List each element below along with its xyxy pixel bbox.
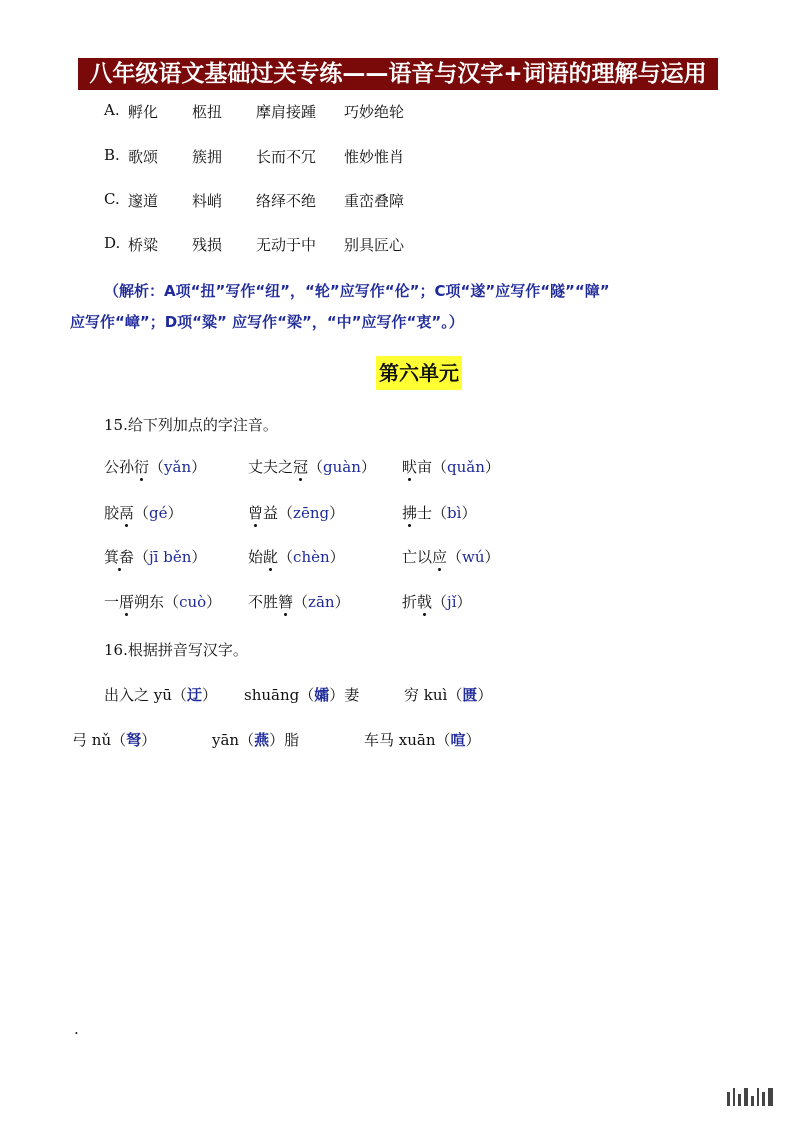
- word-suffix: 士: [417, 504, 433, 522]
- dotted-character: 簪: [278, 593, 294, 611]
- close-paren: ）: [329, 504, 345, 522]
- word-suffix: 脂: [284, 731, 300, 749]
- option-c: [104, 190, 444, 210]
- pinyin-item: [248, 546, 345, 567]
- close-paren: ）: [329, 686, 345, 704]
- pinyin-answer: gé: [149, 504, 168, 522]
- option-word: 桥粱: [128, 236, 159, 254]
- option-word: 柩扭: [192, 103, 223, 121]
- open-paren: （: [447, 686, 463, 704]
- question-15-prompt: 15.给下列加点的字注音。: [104, 416, 278, 434]
- open-paren: （: [134, 504, 150, 522]
- option-word: 簇拥: [192, 148, 223, 166]
- option-word: 摩肩接踵: [256, 103, 317, 121]
- pinyin-item: [104, 591, 221, 612]
- word-prefix: 一: [104, 593, 120, 611]
- word-suffix: 朔东: [134, 593, 165, 611]
- hanzi-item: [364, 729, 481, 750]
- close-paren: ）: [484, 548, 500, 566]
- dotted-character: 曾: [248, 504, 264, 522]
- word-prefix: 胶: [104, 504, 120, 522]
- open-paren: （: [308, 458, 324, 476]
- hanzi-answer: 弩: [126, 731, 142, 749]
- pinyin-answer: zēng: [293, 504, 330, 522]
- word-suffix: 亩: [417, 458, 433, 476]
- hanzi-item: [212, 729, 299, 750]
- close-paren: ）: [334, 593, 350, 611]
- hanzi-item: [104, 684, 217, 705]
- option-word: 料峭: [192, 192, 223, 210]
- option-word: 重峦叠障: [344, 192, 405, 210]
- option-a: [104, 101, 444, 121]
- dotted-character: 箕畚: [104, 548, 135, 566]
- pinyin-answer: jǐ: [447, 593, 457, 611]
- close-paren: ）: [191, 458, 207, 476]
- close-paren: ）: [461, 504, 477, 522]
- pinyin-item: [104, 456, 206, 477]
- option-word: 孵化: [128, 103, 159, 121]
- pinyin-prompt: kuì: [423, 686, 448, 704]
- open-paren: （: [432, 593, 448, 611]
- open-paren: （: [239, 731, 255, 749]
- unit-heading: 第六单元: [376, 356, 462, 390]
- pinyin-answer: guàn: [323, 458, 361, 476]
- open-paren: （: [149, 458, 165, 476]
- pinyin-answer: jī běn: [149, 548, 192, 566]
- trailing-mark: .: [74, 1020, 79, 1038]
- pinyin-answer: chèn: [293, 548, 330, 566]
- watermark-barcode: [727, 1088, 773, 1106]
- analysis-line-1: （解析：A项“扭”写作“纽”，“轮”应写作“伦”；C项“遂”应写作“隧”“障”: [104, 282, 610, 300]
- open-paren: （: [134, 548, 150, 566]
- pinyin-answer: quǎn: [447, 458, 485, 476]
- close-paren: ）: [360, 458, 376, 476]
- pinyin-item: [402, 591, 472, 612]
- open-paren: （: [293, 593, 309, 611]
- close-paren: ）: [484, 458, 500, 476]
- pinyin-prompt: yū: [153, 686, 172, 704]
- word-prefix: 折: [402, 593, 418, 611]
- hanzi-item: [72, 729, 156, 750]
- close-paren: ）: [191, 548, 207, 566]
- option-label: D.: [104, 234, 121, 252]
- page-title: 八年级语文基础过关专练——语音与汉字+词语的理解与运用: [78, 58, 718, 90]
- open-paren: （: [171, 686, 187, 704]
- pinyin-answer: wú: [462, 548, 485, 566]
- open-paren: （: [299, 686, 315, 704]
- pinyin-item: [104, 546, 206, 567]
- option-label: A.: [104, 101, 120, 119]
- dotted-character: 畎: [402, 458, 418, 476]
- word-suffix: 益: [263, 504, 279, 522]
- word-prefix: 出入之: [104, 686, 154, 704]
- pinyin-item: [248, 591, 350, 612]
- option-word: 别具匠心: [344, 236, 405, 254]
- option-word: 残损: [192, 236, 223, 254]
- close-paren: ）: [465, 731, 481, 749]
- pinyin-answer: cuò: [179, 593, 207, 611]
- dotted-character: 衍: [134, 458, 150, 476]
- close-paren: ）: [477, 686, 493, 704]
- open-paren: （: [447, 548, 463, 566]
- pinyin-prompt: yān: [212, 731, 240, 749]
- hanzi-item: [244, 684, 359, 705]
- close-paren: ）: [456, 593, 472, 611]
- word-prefix: 公孙: [104, 458, 135, 476]
- dotted-character: 戟: [417, 593, 433, 611]
- hanzi-answer: 喧: [450, 731, 466, 749]
- hanzi-answer: 燕: [254, 731, 270, 749]
- pinyin-item: [402, 502, 476, 523]
- open-paren: （: [432, 458, 448, 476]
- hanzi-item: [404, 684, 492, 705]
- option-d: [104, 234, 444, 254]
- pinyin-item: [248, 456, 376, 477]
- word-prefix: 丈夫之: [248, 458, 294, 476]
- dotted-character: 应: [432, 548, 448, 566]
- word-prefix: 不胜: [248, 593, 279, 611]
- pinyin-prompt: shuāng: [244, 686, 300, 704]
- open-paren: （: [432, 504, 448, 522]
- pinyin-prompt: xuān: [398, 731, 436, 749]
- open-paren: （: [278, 548, 294, 566]
- word-prefix: 穷: [404, 686, 424, 704]
- open-paren: （: [111, 731, 127, 749]
- pinyin-answer: yǎn: [164, 458, 192, 476]
- option-word: 邃道: [128, 192, 159, 210]
- close-paren: ）: [201, 686, 217, 704]
- option-word: 无动于中: [256, 236, 317, 254]
- dotted-character: 鬲: [119, 504, 135, 522]
- option-word: 歌颂: [128, 148, 159, 166]
- option-b: [104, 146, 444, 166]
- pinyin-item: [402, 546, 500, 567]
- hanzi-answer: 迂: [186, 686, 202, 704]
- pinyin-item: [248, 502, 344, 523]
- close-paren: ）: [141, 731, 157, 749]
- dotted-character: 拂: [402, 504, 418, 522]
- pinyin-answer: zān: [308, 593, 335, 611]
- word-prefix: 车马: [364, 731, 399, 749]
- close-paren: ）: [269, 731, 285, 749]
- option-label: B.: [104, 146, 120, 164]
- pinyin-item: [104, 502, 183, 523]
- pinyin-prompt: nǔ: [91, 731, 112, 749]
- dotted-character: 龀: [263, 548, 279, 566]
- pinyin-answer: bì: [447, 504, 462, 522]
- hanzi-answer: 匮: [462, 686, 478, 704]
- option-word: 长而不冗: [256, 148, 317, 166]
- hanzi-answer: 孀: [314, 686, 330, 704]
- option-word: 巧妙绝轮: [344, 103, 405, 121]
- open-paren: （: [278, 504, 294, 522]
- close-paren: ）: [206, 593, 222, 611]
- option-word: 络绎不绝: [256, 192, 317, 210]
- open-paren: （: [164, 593, 180, 611]
- option-word: 惟妙惟肖: [344, 148, 405, 166]
- word-prefix: 弓: [72, 731, 92, 749]
- word-prefix: 亡以: [402, 548, 433, 566]
- word-prefix: 始: [248, 548, 264, 566]
- dotted-character: 厝: [119, 593, 135, 611]
- pinyin-item: [402, 456, 500, 477]
- word-suffix: 妻: [344, 686, 360, 704]
- question-16-prompt: 16.根据拼音写汉字。: [104, 641, 248, 659]
- open-paren: （: [435, 731, 451, 749]
- option-label: C.: [104, 190, 120, 208]
- analysis-line-2: 应写作“嶂”；D项“粱” 应写作“梁”，“中”应写作“衷”。）: [70, 313, 464, 331]
- dotted-character: 冠: [293, 458, 309, 476]
- close-paren: ）: [329, 548, 345, 566]
- close-paren: ）: [167, 504, 183, 522]
